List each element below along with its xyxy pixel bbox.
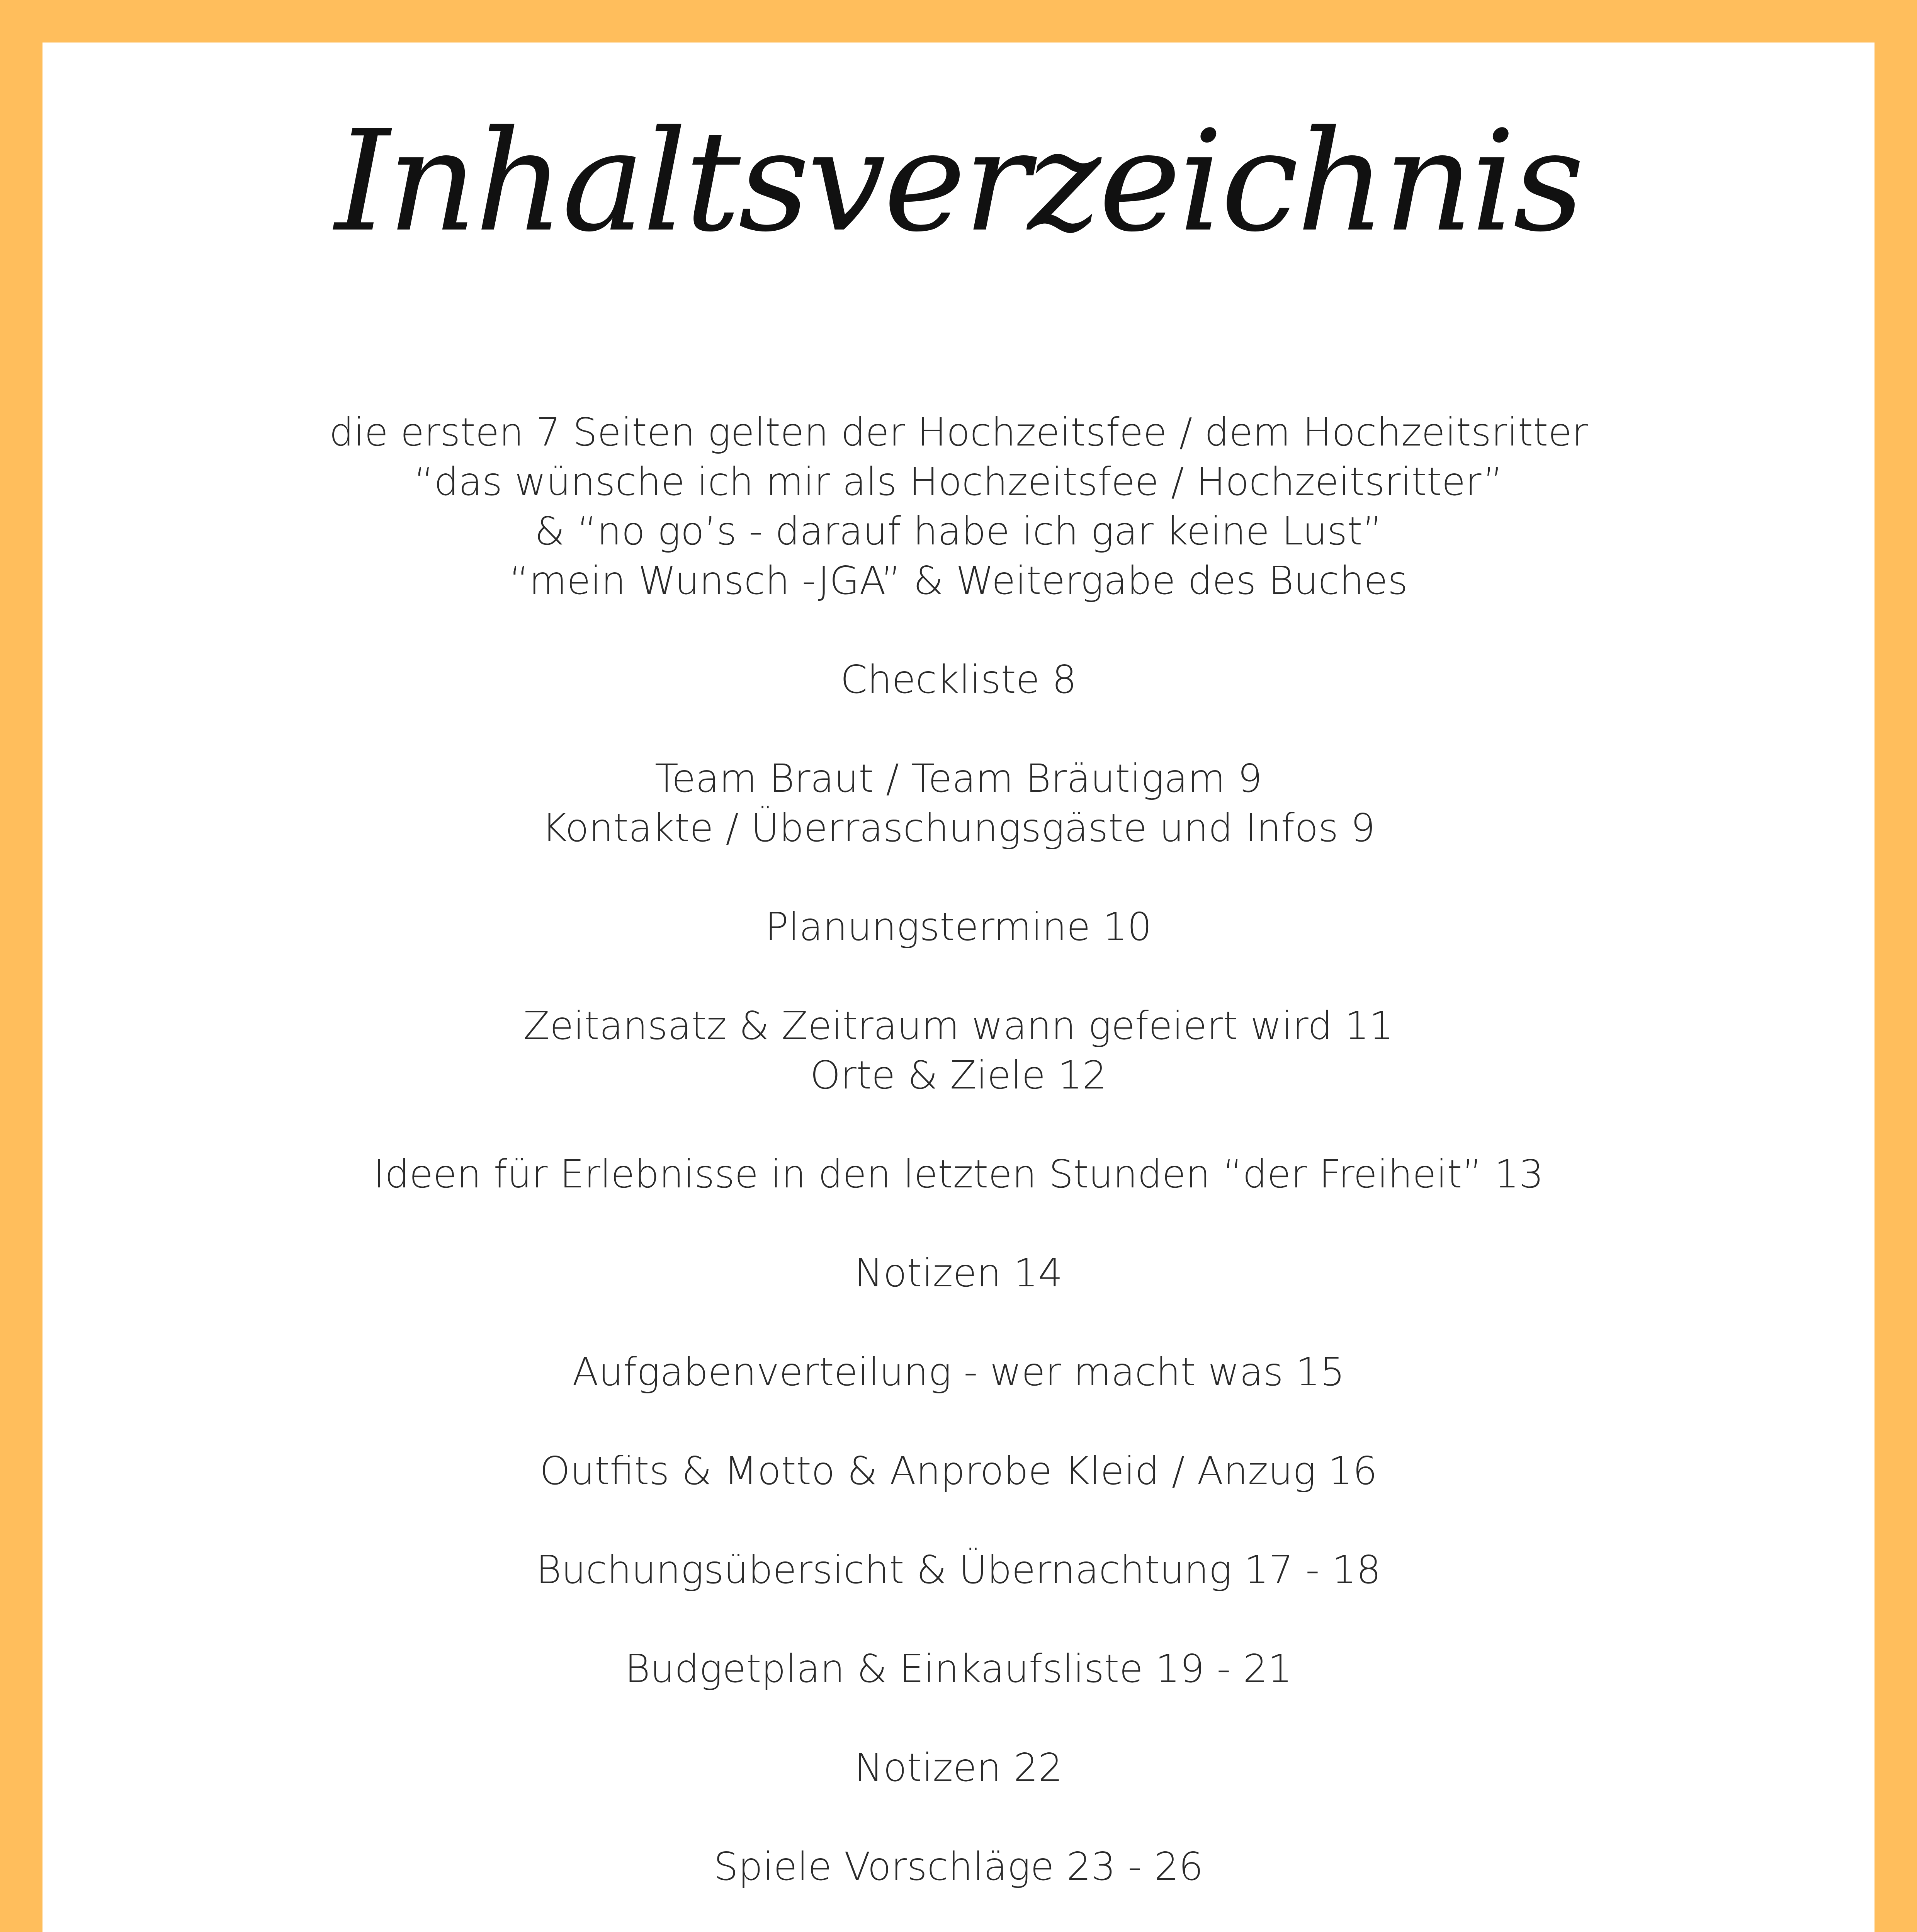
toc-entry-group <box>42 1150 1875 1199</box>
toc-entry-group <box>42 1248 1875 1298</box>
toc-entry-group <box>42 655 1875 704</box>
toc-entry: Outfits & Motto & Anprobe Kleid / Anzug 16 <box>539 1448 1378 1493</box>
toc-entry-group <box>42 1644 1875 1694</box>
toc-entry: Spiele Vorschläge 23 - 26 <box>714 1844 1203 1889</box>
toc-entry-group <box>42 1842 1875 1891</box>
toc-entry: Team Braut / Team Bräutigam 9 <box>654 756 1263 801</box>
toc-entry: Ideen für Erlebnisse in den letzten Stunden “der Freiheit” 13 <box>373 1151 1544 1197</box>
toc-entry-group <box>42 1347 1875 1397</box>
toc-entry: Budgetplan & Einkaufsliste 19 - 21 <box>625 1646 1292 1691</box>
toc-entry: Zeitansatz & Zeitraum wann gefeiert wird 11 <box>523 1003 1394 1048</box>
toc-entry: Notizen 22 <box>854 1745 1063 1790</box>
page-title: Inhaltsverzeichnis <box>335 100 1582 262</box>
toc-entry-group <box>42 1446 1875 1496</box>
toc-entry: Orte & Ziele 12 <box>810 1053 1107 1098</box>
toc-entry-group <box>42 1743 1875 1793</box>
toc-entry: Planungstermine 10 <box>765 904 1152 949</box>
toc-entry-group <box>42 1001 1875 1100</box>
toc-entry: Buchungsübersicht & Übernachtung 17 - 18 <box>536 1547 1381 1592</box>
toc-entry: Kontakte / Überraschungsgäste und Infos 9 <box>542 805 1375 850</box>
page <box>42 43 1875 1932</box>
toc-entry: Aufgabenverteilung - wer macht was 15 <box>572 1349 1345 1395</box>
toc-entry: Notizen 14 <box>854 1250 1063 1296</box>
toc-entry-group <box>42 902 1875 952</box>
toc-entry: Checkliste 8 <box>840 657 1077 702</box>
table-of-contents <box>42 408 1875 1932</box>
toc-entry: die ersten 7 Seiten gelten der Hochzeitsfee / dem Hochzeitsritter <box>329 410 1588 455</box>
toc-entry-group <box>42 1545 1875 1595</box>
toc-entry: “das wünsche ich mir als Hochzeitsfee / Hochzeitsritter” <box>414 459 1503 504</box>
toc-entry: & “no go’s - darauf habe ich gar keine Lust” <box>534 509 1383 554</box>
toc-entry-group <box>42 408 1875 605</box>
toc-entry-group <box>42 754 1875 853</box>
toc-entry: “mein Wunsch -JGA” & Weitergabe des Buches <box>509 558 1408 603</box>
